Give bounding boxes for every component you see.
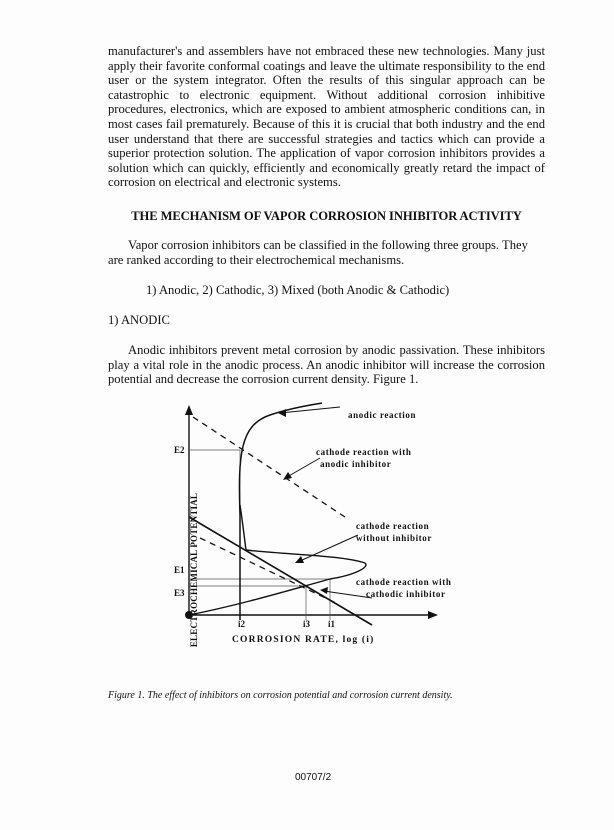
tick-e3: E3: [174, 588, 185, 598]
figure-caption: Figure 1. The effect of inhibitors on corrosion potential and corrosion current density.: [108, 690, 453, 701]
label-cathode-cathodic-line2: cathodic inhibitor: [366, 589, 446, 599]
y-axis-label: ELECTROCHEMICAL POTENTIAL: [189, 492, 199, 648]
label-cathode-without-line2: without inhibitor: [356, 533, 432, 543]
tick-e2: E2: [174, 445, 185, 455]
paragraph-intro: manufacturer's and assemblers have not embraced these new technologies. Many just apply their favorite conformal coatings and leave the ultimate responsibility to the end user or the system integrator. Often the results of this singular approach can be catastrophic to electronic equipment. Without additional corrosion inhibitive procedures, electronics, which are exposed to ambient atmospheric conditions can, in most cases fail prematurely. Because of this it is crucial that both industry and the end user understand that there are successful strategies and tactics which can provide a superior protection solution. The application of vapor corrosion inhibitors provides a solution which can quickly, efficiently and economically greatly retard the impact of corrosion on electrical and electronic systems.: [108, 44, 545, 190]
label-cathode-anodic-line1: cathode reaction with: [316, 447, 412, 457]
tick-e1: E1: [174, 565, 185, 575]
x-axis-label: CORROSION RATE, log (i): [232, 635, 375, 645]
figure-1-diagram: [140, 395, 480, 655]
subheading-anodic: 1) ANODIC: [108, 313, 170, 327]
label-anodic-reaction: anodic reaction: [348, 410, 417, 420]
inhibitor-group-list: 1) Anodic, 2) Cathodic, 3) Mixed (both Anodic & Cathodic): [146, 283, 450, 297]
paragraph-classification: Vapor corrosion inhibitors can be classified in the following three groups. They are ranked according to their electrochemical mechanisms.: [108, 238, 528, 267]
tick-i2: i2: [238, 619, 246, 629]
paragraph-anodic: Anodic inhibitors prevent metal corrosion by anodic passivation. These inhibitors play a vital role in the anodic process. An anodic inhibitor will increase the corrosion potential and decrease the corrosion current density. Figure 1.: [108, 343, 545, 387]
page-number: 00707/2: [295, 772, 332, 783]
label-cathode-cathodic-line1: cathode reaction with: [356, 577, 452, 587]
tick-i3: i3: [303, 619, 311, 629]
tick-i1: i1: [328, 619, 336, 629]
label-cathode-without-line1: cathode reaction: [356, 521, 430, 531]
label-cathode-anodic-line2: anodic inhibitor: [320, 459, 392, 469]
section-heading: THE MECHANISM OF VAPOR CORROSION INHIBITOR ACTIVITY: [131, 209, 522, 223]
